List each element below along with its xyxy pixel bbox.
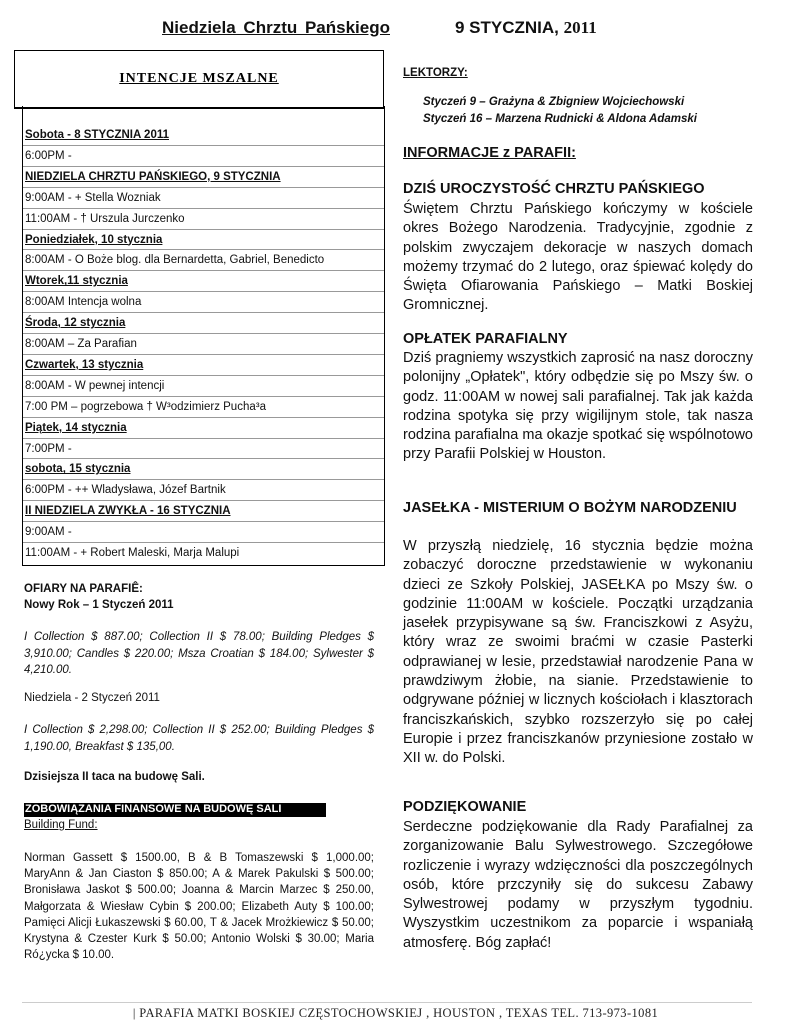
schedule-day-heading: sobota, 15 stycznia — [25, 463, 131, 476]
schedule-divider — [23, 458, 384, 459]
offerings-title: OFIARY NA PARAFIÊ: — [24, 583, 143, 595]
schedule-divider — [23, 270, 384, 271]
schedule-divider — [23, 229, 384, 230]
schedule-day-heading: NIEDZIELA CHRZTU PAŃSKIEGO, 9 STYCZNIA — [25, 170, 281, 183]
schedule-mass-entry: 11:00AM - † Urszula Jurczenko — [25, 212, 185, 225]
lectors-line-1: Styczeń 9 – Grażyna & Zbigniew Wojciechowski — [423, 96, 685, 108]
schedule-divider — [23, 438, 384, 439]
schedule-mass-entry: 9:00AM - — [25, 526, 72, 539]
schedule-divider — [23, 166, 384, 167]
schedule-divider — [23, 396, 384, 397]
info-title: INFORMACJE z PARAFII: — [403, 145, 576, 161]
schedule-divider — [23, 291, 384, 292]
second-collection-note: Dzisiejsza II taca na budowę Sali. — [24, 771, 205, 783]
page-title: Niedziela Chrztu Pańskiego — [162, 18, 390, 37]
schedule-mass-entry: 11:00AM - + Robert Maleski, Marja Malupi — [25, 547, 240, 559]
schedule-day-heading: Środa, 12 stycznia — [25, 317, 126, 330]
intentions-schedule — [22, 106, 385, 566]
page-date: 9 STYCZNIA, 2011 — [455, 18, 597, 37]
schedule-day-heading: Piątek, 14 stycznia — [25, 421, 127, 434]
thanks-heading: PODZIĘKOWANIE — [403, 799, 527, 815]
schedule-divider — [23, 145, 384, 146]
schedule-mass-entry: 8:00AM - O Boże blog. dla Bernardetta, Gabriel, Benedicto — [25, 254, 325, 267]
schedule-divider — [23, 375, 384, 376]
schedule-divider — [23, 312, 384, 313]
jaselka-heading: JASEŁKA - MISTERIUM O BOŻYM NARODZENIU — [403, 500, 737, 516]
jaselka-text: W przyszłą niedzielę, 16 stycznia będzie można zobaczyć doroczne przedstawienie w wykonaniu dzieci ze Szkoły Polskiej, JASEŁKA po Mszy św. o godzinie 11:00AM w kościele. Początki urządzania jasełek przypisywane są św. Franciszkowi z Asyżu, który wraz ze swoimi braćmi w czasie Pasterki odprawianej w lesie, przedstawiał narodzenie Pana w prawdziwym żłobie, na sianie. Przedstawienie to odgrywane później w licznych kościołach i klasztorach franciszkańskich, szybko rozszerzyło się po całej Europie i przez franciszkanów przyniesione zostało w XII w. do Polski. — [403, 538, 753, 767]
schedule-day-heading: Czwartek, 13 stycznia — [25, 358, 144, 371]
schedule-mass-entry: 6:00PM - ++ Wladysława, Józef Bartnik — [25, 484, 226, 497]
baptism-text: Świętem Chrztu Pańskiego kończymy w kościele okres Bożego Narodzenia. Tradycyjnie, zgodnie z polskim zwyczajem dekoracje w naszych domach możemy trzymać do 2 lutego, oraz śpiewać kolędy do Święta Ofiarowania Pańskiego – Matki Boskiej Gromnicznej. — [403, 201, 753, 314]
schedule-day-heading: Sobota - 8 STYCZNIA 2011 — [25, 129, 169, 141]
new-year-collections: I Collection $ 887.00; Collection II $ 78.00; Building Pledges $ 3,910.00; Candles $ 220.00; Msza Croatian $ 184.00; Sylwester $ 4,210.00. — [24, 631, 374, 676]
sunday-heading: Niedziela - 2 Styczeń 2011 — [24, 692, 160, 704]
footer-divider — [22, 1002, 752, 1003]
schedule-mass-entry: 7:00PM - — [25, 442, 72, 455]
schedule-day-heading: II NIEDZIELA ZWYKŁA - 16 STYCZNIA — [25, 505, 231, 518]
footer: | PARAFIA MATKI BOSKIEJ CZĘSTOCHOWSKIEJ , HOUSTON , TEXAS TEL. 713-973-1081 — [132, 1006, 659, 1020]
schedule-day-heading: Wtorek,11 stycznia — [25, 275, 128, 288]
schedule-mass-entry: 6:00PM - — [25, 149, 72, 162]
new-year-heading: Nowy Rok – 1 Styczeń 2011 — [24, 599, 174, 611]
schedule-divider — [23, 417, 384, 418]
oplatek-heading: OPŁATEK PARAFIALNY — [403, 331, 568, 347]
sunday-collections: I Collection $ 2,298.00; Collection II $ 252.00; Building Pledges $ 1,190.00, Breakfast $ 135,00. — [24, 724, 374, 753]
schedule-divider — [23, 333, 384, 334]
schedule-mass-entry: 8:00AM - W pewnej intencji — [25, 379, 165, 392]
schedule-mass-entry: 8:00AM – Za Parafian — [25, 338, 137, 350]
schedule-mass-entry: 8:00AM Intencja wolna — [25, 296, 142, 309]
schedule-day-heading: Poniedziałek, 10 stycznia — [25, 233, 163, 246]
schedule-divider — [23, 521, 384, 522]
schedule-divider — [23, 479, 384, 480]
schedule-mass-entry: 7:00 PM – pogrzebowa † W³odzimierz Pucha³a — [25, 400, 266, 413]
building-fund-donors: Norman Gassett $ 1500.00, B & B Tomaszewski $ 1,000.00; MaryAnn & Jan Ciaston $ 850.00; A & Marek Pakulski $ 500.00; Bronisława Jaskot $ 500.00; Joanna & Marcin Marzec $ 250.00, Małgorzata & Wiesław Cybin $ 200.00; Elizabeth Auty $ 100.00; Pamięci Alicji Łukaszewski $ 60.00, T & Jacek Mrożkiewicz $ 50.00; Krystyna & Czester Kurk $ 50.00; Antonio Wolski $ 30.00; Maria Ró¿ycka $ 10.00. — [24, 852, 374, 962]
baptism-heading: DZIŚ UROCZYSTOŚĆ CHRZTU PAŃSKIEGO — [403, 181, 705, 197]
oplatek-text: Dziś pragniemy wszystkich zaprosić na nasz doroczny polonijny „Opłatek", który odbędzie się po Mszy św. o godz. 11:00AM w nowej sali parafialnej. Tak jak każda rodzina spotyka się przy wigilijnym stole, tak nasza rodzina parafialna ma okazje spotkać się wspólnotowo przy Parafii Polskiej w Houston. — [403, 350, 753, 463]
schedule-divider — [23, 249, 384, 250]
intentions-title: INTENCJE MSZALNE — [119, 71, 279, 86]
schedule-mass-entry: 9:00AM - + Stella Wozniak — [25, 191, 161, 204]
schedule-divider — [23, 208, 384, 209]
lectors-line-2: Styczeń 16 – Marzena Rudnicki & Aldona Adamski — [423, 113, 697, 125]
schedule-divider — [23, 542, 384, 543]
schedule-divider — [23, 354, 384, 355]
obligations-bar: ZOBOWIĄZANIA FINANSOWE NA BUDOWĘ SALI — [24, 803, 326, 817]
thanks-text: Serdeczne podziękowanie dla Rady Parafialnej za zorganizowanie Balu Sylwestrowego. Szczegółowe rozliczenie i wyrazy wdzięczności dla poszczególnych osób, które przczyniły się do sukcesu Zabawy Sylwestrowej podamy w przyszłym tygodniu. Wyszystkim uczestnikom za poparcie i wspaniałą atmosferę. Bóg zapłać! — [403, 819, 753, 951]
schedule-divider — [23, 187, 384, 188]
schedule-divider — [23, 500, 384, 501]
intentions-title-box — [14, 50, 384, 109]
building-fund-label: Building Fund: — [24, 819, 98, 831]
lectors-label: LEKTORZY: — [403, 67, 468, 79]
